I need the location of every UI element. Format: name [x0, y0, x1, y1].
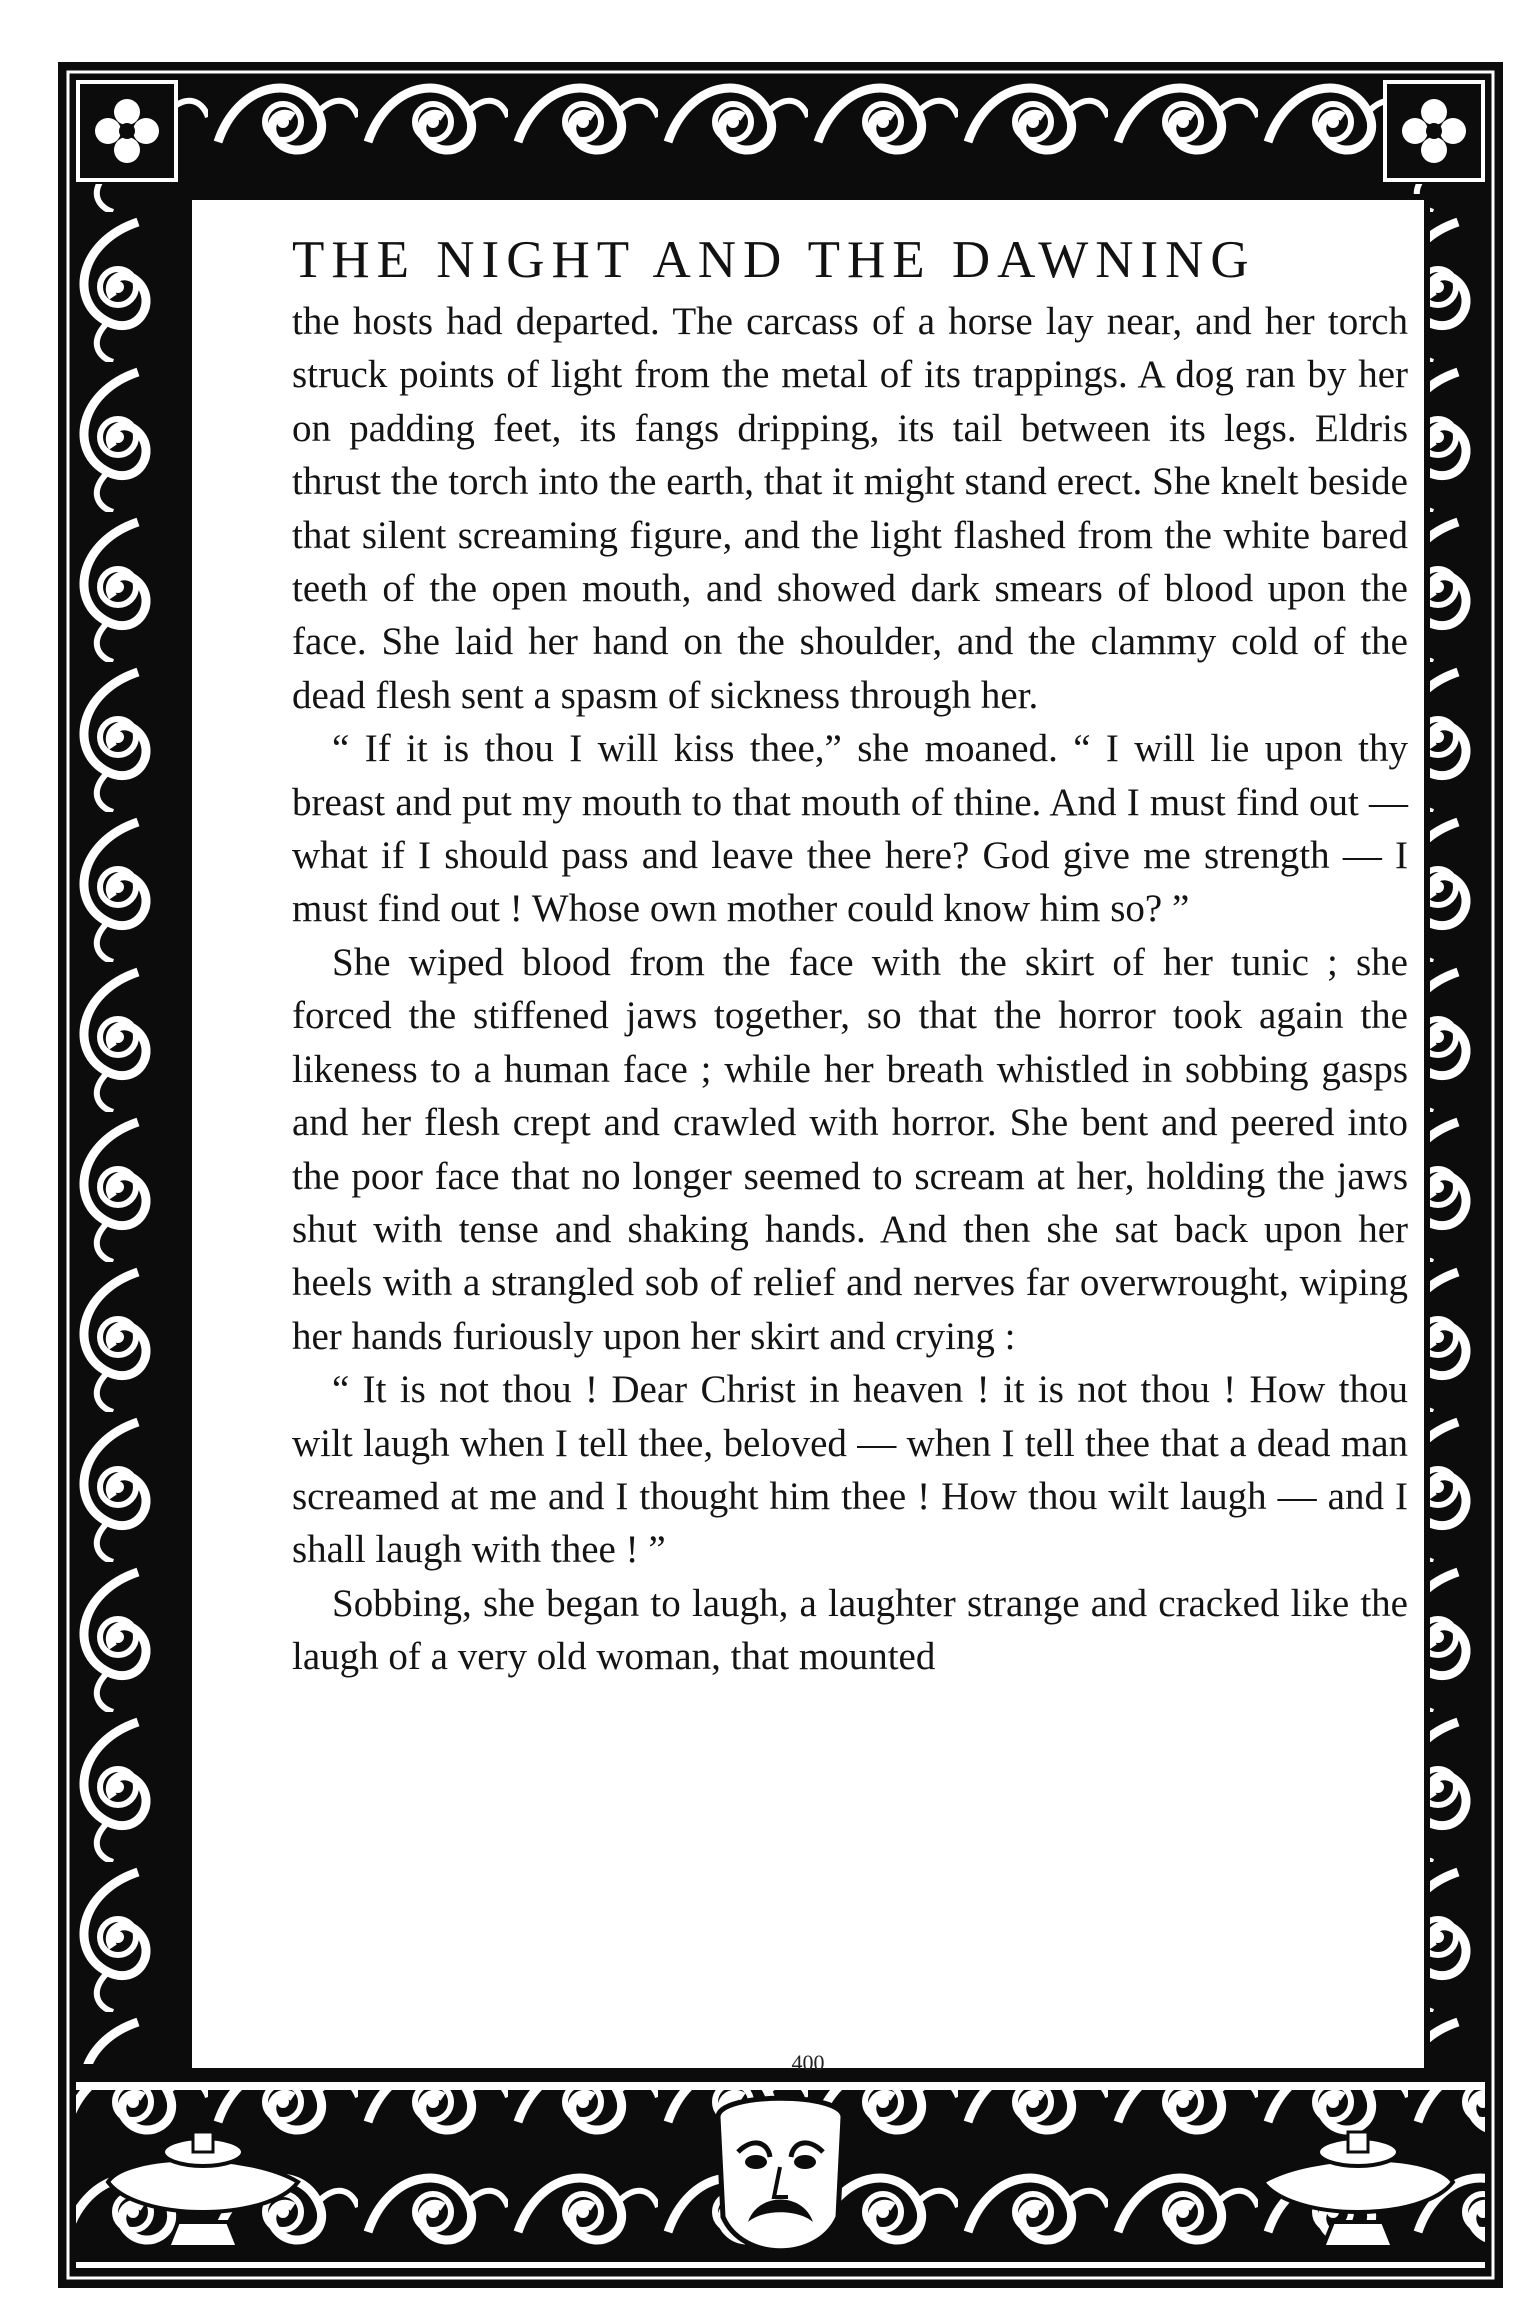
tragedy-mask-icon [718, 2098, 843, 2251]
paragraph-3: She wiped blood from the face with the skirt of her tunic ; she forced the stiffened jaws together, so that the horror took again the likeness to a human face ; while her breath whistled in sobbing gasps and her flesh crept and crawled with horror. She bent and peered into the poor face that no longer seemed to scream at her, holding the jaws shut with tense and shaking hands. And then she sat back upon her heels with a strangled sob of relief and nerves far overwrought, wiping her hands furiously upon her skirt and crying : [292, 940, 1408, 1358]
body-text [292, 295, 1408, 1684]
paragraph-4: “ It is not thou ! Dear Christ in heaven ! it is not thou ! How thou wilt laugh when I tell thee, beloved — when I tell thee that a dead man screamed at me and I thought him thee ! How thou wilt laugh — and I shall laugh with thee ! ” [292, 1368, 1408, 1572]
ornamental-border-frame [58, 62, 1503, 2288]
corner-rosette-icon [78, 82, 176, 180]
paragraph-2: “ If it is thou I will kiss thee,” she moaned. “ I will lie upon thy breast and put my mouth to that mouth of thine. And I must find out — what if I should pass and leave thee here? God give me strength — I must find out ! Whose own mother could know him so? ” [292, 727, 1408, 931]
paragraph-1: the hosts had departed. The carcass of a horse lay near, and her torch struck points of light from the metal of its trappings. A dog ran by her on padding feet, its fangs dripping, its tail between its legs. Eldris thrust the torch into the earth, that it might stand erect. She knelt beside that silent screaming figure, and the light flashed from the white bared teeth of the open mouth, and showed dark smears of blood upon the face. She laid her hand on the shoulder, and the clammy cold of the dead flesh sent a spasm of sickness through her. [292, 300, 1408, 717]
paragraph-5: Sobbing, she began to laugh, a laughter strange and cracked like the laugh of a very old woman, that mounted [292, 1581, 1408, 1679]
running-head: THE NIGHT AND THE DAWNING [292, 231, 1256, 289]
left-scroll-band [76, 184, 180, 2064]
top-scroll-band [178, 80, 1383, 184]
text-panel [186, 194, 1430, 2074]
corner-rosette-icon [1385, 82, 1483, 180]
page-number: 400 [791, 2050, 825, 2075]
